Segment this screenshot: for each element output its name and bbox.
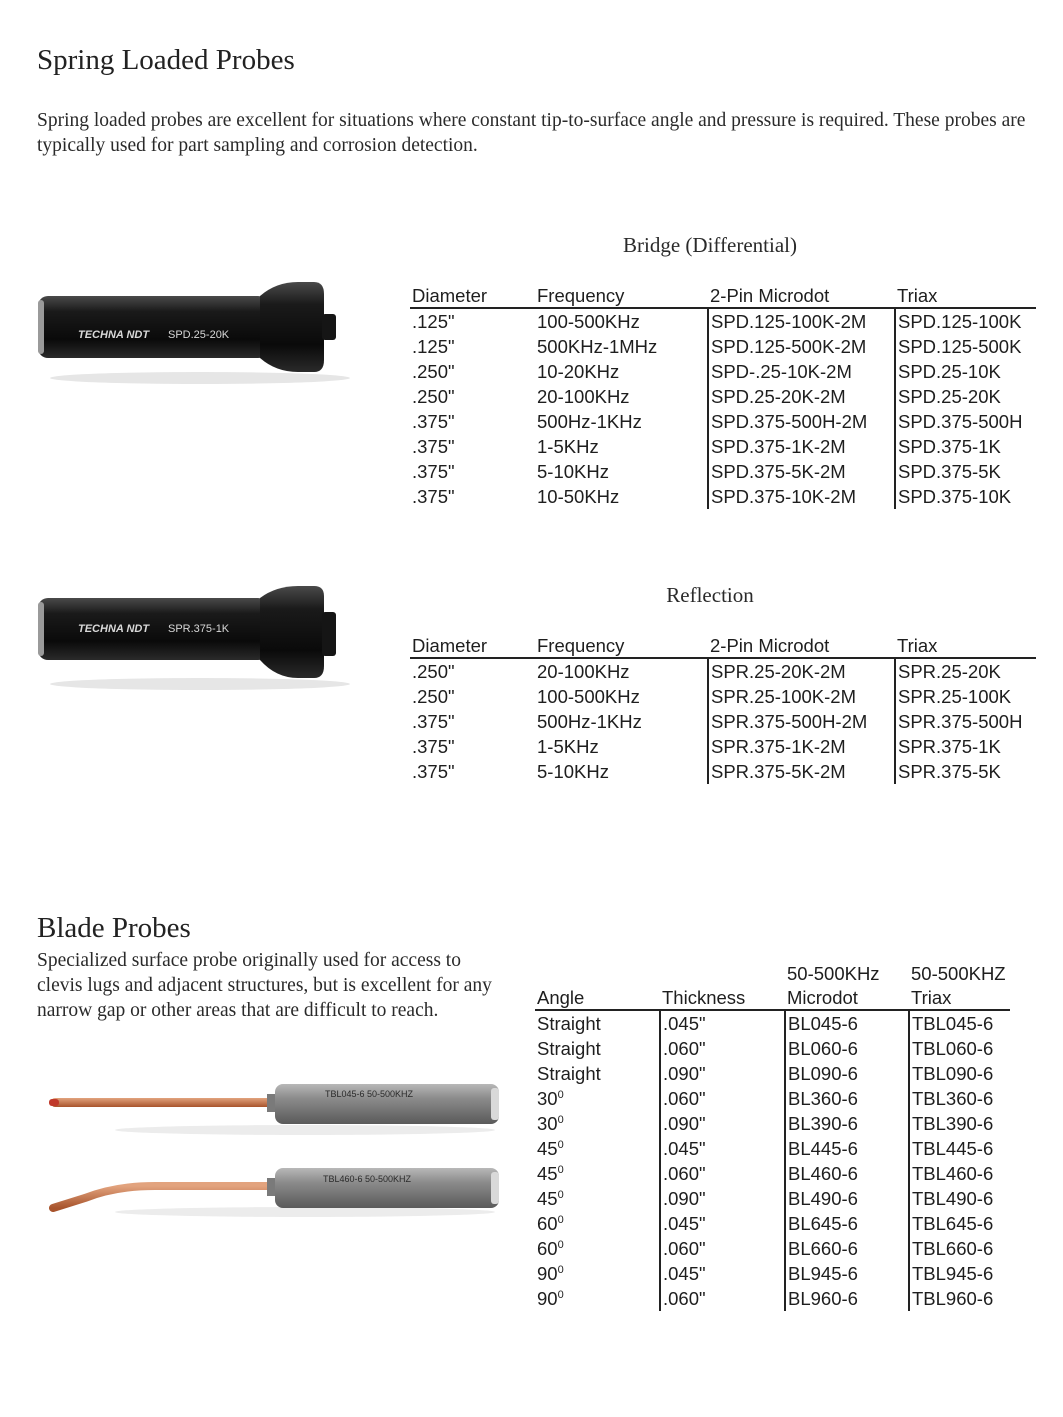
cell-triax: SPR.25-20K [895,658,1036,684]
degree-mark: 0 [557,1188,564,1201]
col-header-diameter: Diameter [410,284,535,308]
blade-rows [535,1010,1010,1311]
cell-frequency: 100-500KHz [537,311,640,332]
cell-diameter: .375" [412,411,455,432]
col-header-frequency: Frequency [535,634,708,658]
angle-value: 30 [537,1113,558,1134]
degree-mark: 0 [557,1263,564,1276]
blade-section-title: Blade Probes [37,912,191,944]
col-header-microdot: 2-Pin Microdot [708,634,895,658]
cell-frequency: 500Hz-1KHz [537,411,642,432]
cell-triax: SPD.375-1K [895,434,1036,459]
table-row [535,1161,1010,1186]
col-header-top-microdot: 50-500KHz [787,963,880,984]
angle-value: 90 [537,1263,558,1284]
cell-diameter: .125" [412,336,455,357]
cell-microdot: BL090-6 [785,1061,909,1086]
table-row [410,658,1036,684]
cell-triax: SPD.125-500K [895,334,1036,359]
cell-thickness: .090" [660,1111,785,1136]
cell-microdot: SPR.375-500H-2M [708,709,895,734]
table-row [535,1236,1010,1261]
bridge-rows [410,308,1036,509]
table-header-row [410,284,1036,308]
table-row [535,1211,1010,1236]
degree-mark: 0 [557,1238,564,1251]
spd-probe-model: SPD.25-20K [168,329,230,341]
cell-microdot: SPD-.25-10K-2M [708,359,895,384]
cell-triax: SPR.375-5K [895,759,1036,784]
cell-diameter: .125" [412,311,455,332]
angle-value: Straight [537,1038,601,1059]
cell-angle [535,1036,660,1061]
cell-frequency: 5-10KHz [537,761,609,782]
cell-thickness: .045" [660,1261,785,1286]
cell-diameter: .375" [412,461,455,482]
cell-microdot: SPD.125-100K-2M [708,308,895,334]
cell-angle [535,1111,660,1136]
col-header-frequency: Frequency [535,284,708,308]
blade-description: Specialized surface probe originally used for access to clevis lugs and adjacent structures, but is excellent for any narrow gap or other areas that are difficult to reach. [37,950,492,1021]
cell-frequency: 10-20KHz [537,361,620,382]
cell-angle [535,1211,660,1236]
cell-diameter: .375" [412,436,455,457]
cell-microdot: BL460-6 [785,1161,909,1186]
spr-probe-model: SPR.375-1K [168,623,230,635]
cell-microdot: SPD.375-10K-2M [708,484,895,509]
cell-angle [535,1186,660,1211]
col-header-top-thickness [660,961,785,986]
cell-triax: TBL360-6 [909,1086,1010,1111]
cell-frequency: 10-50KHz [537,486,620,507]
cell-angle [535,1236,660,1261]
spr-probe-brand: TECHNA NDT [78,623,150,635]
cell-microdot: SPD.125-500K-2M [708,334,895,359]
table-row [410,308,1036,334]
cell-microdot: BL445-6 [785,1136,909,1161]
cell-triax: SPR.25-100K [895,684,1036,709]
table-row [410,759,1036,784]
cell-triax: SPD.375-500H [895,409,1036,434]
cell-diameter: .250" [412,386,455,407]
spring-description: Spring loaded probes are excellent for situations where constant tip-to-surface angle and pressure is required. These probes are typically used for part sampling and corrosion detection. [37,110,1026,156]
reflection-rows [410,658,1036,784]
cell-frequency: 100-500KHz [537,686,640,707]
cell-thickness: .090" [660,1186,785,1211]
cell-microdot: SPD.375-500H-2M [708,409,895,434]
table-header-row [535,986,1010,1010]
col-header-triax: Triax [895,634,1036,658]
table-row [410,384,1036,409]
cell-frequency: 20-100KHz [537,386,630,407]
col-header-microdot: 2-Pin Microdot [708,284,895,308]
bridge-table-title: Bridge (Differential) [623,233,797,257]
cell-microdot: BL390-6 [785,1111,909,1136]
cell-triax: SPR.375-1K [895,734,1036,759]
cell-microdot: SPR.25-100K-2M [708,684,895,709]
cell-microdot: BL060-6 [785,1036,909,1061]
col-header-thickness: Thickness [660,986,785,1010]
table-row [410,459,1036,484]
spring-section-title: Spring Loaded Probes [37,44,295,76]
blade-table [535,961,1010,1311]
cell-diameter: .250" [412,661,455,682]
angle-value: 45 [537,1188,558,1209]
table-row [410,709,1036,734]
table-row [535,1010,1010,1036]
cell-microdot: BL945-6 [785,1261,909,1286]
col-header-angle: Angle [535,986,660,1010]
cell-angle [535,1010,660,1036]
reflection-table-title: Reflection [666,583,754,607]
cell-frequency: 500KHz-1MHz [537,336,658,357]
cell-diameter: .375" [412,736,455,757]
col-header-top-triax: 50-500KHZ [911,963,1006,984]
cell-triax: TBL960-6 [909,1286,1010,1311]
cell-microdot: SPR.25-20K-2M [708,658,895,684]
angle-value: Straight [537,1063,601,1084]
cell-thickness: .060" [660,1286,785,1311]
table-row [410,484,1036,509]
degree-mark: 0 [557,1088,564,1101]
table-row [535,1111,1010,1136]
degree-mark: 0 [557,1138,564,1151]
table-row [410,359,1036,384]
cell-frequency: 500Hz-1KHz [537,711,642,732]
bridge-table [410,284,1036,509]
cell-microdot: BL645-6 [785,1211,909,1236]
spd-probe-image [30,278,350,388]
cell-thickness: .045" [660,1136,785,1161]
angle-value: 90 [537,1288,558,1309]
col-header-microdot: Microdot [785,986,909,1010]
cell-thickness: .060" [660,1086,785,1111]
table-row [535,1136,1010,1161]
angle-value: 45 [537,1138,558,1159]
cell-triax: TBL945-6 [909,1261,1010,1286]
cell-thickness: .060" [660,1236,785,1261]
cell-frequency: 1-5KHz [537,436,599,457]
cell-diameter: .250" [412,361,455,382]
cell-microdot: BL960-6 [785,1286,909,1311]
cell-thickness: .060" [660,1161,785,1186]
table-row [535,1036,1010,1061]
cell-triax: TBL660-6 [909,1236,1010,1261]
reflection-table [410,634,1036,784]
cell-angle [535,1061,660,1086]
cell-triax: TBL060-6 [909,1036,1010,1061]
degree-mark: 0 [557,1288,564,1301]
cell-triax: TBL090-6 [909,1061,1010,1086]
table-row [410,434,1036,459]
cell-triax: TBL445-6 [909,1136,1010,1161]
cell-triax: SPD.375-10K [895,484,1036,509]
degree-mark: 0 [557,1113,564,1126]
cell-triax: SPD.25-20K [895,384,1036,409]
table-row [410,734,1036,759]
degree-mark: 0 [557,1213,564,1226]
cell-diameter: .375" [412,761,455,782]
angle-value: 60 [537,1238,558,1259]
table-row [535,1186,1010,1211]
cell-microdot: BL045-6 [785,1010,909,1036]
cell-triax: TBL490-6 [909,1186,1010,1211]
cell-frequency: 1-5KHz [537,736,599,757]
angle-value: 45 [537,1163,558,1184]
cell-triax: SPD.125-100K [895,308,1036,334]
table-row [410,334,1036,359]
cell-microdot: SPR.375-5K-2M [708,759,895,784]
cell-microdot: BL490-6 [785,1186,909,1211]
table-header-row [410,634,1036,658]
cell-triax: TBL390-6 [909,1111,1010,1136]
col-header-triax: Triax [909,986,1010,1010]
table-row [535,1086,1010,1111]
cell-triax: SPR.375-500H [895,709,1036,734]
cell-frequency: 5-10KHz [537,461,609,482]
cell-triax: TBL460-6 [909,1161,1010,1186]
cell-triax: SPD.25-10K [895,359,1036,384]
cell-angle [535,1261,660,1286]
table-row [410,409,1036,434]
cell-angle [535,1086,660,1111]
table-row [410,684,1036,709]
cell-microdot: BL660-6 [785,1236,909,1261]
cell-diameter: .250" [412,686,455,707]
table-row [535,1261,1010,1286]
cell-frequency: 20-100KHz [537,661,630,682]
spd-probe-brand: TECHNA NDT [78,329,150,341]
angle-value: Straight [537,1013,601,1034]
cell-microdot: SPD.375-1K-2M [708,434,895,459]
angle-value: 30 [537,1088,558,1109]
cell-triax: TBL645-6 [909,1211,1010,1236]
cell-diameter: .375" [412,486,455,507]
cell-diameter: .375" [412,711,455,732]
cell-triax: SPD.375-5K [895,459,1036,484]
blade-probes-image [45,1076,505,1226]
col-header-triax: Triax [895,284,1036,308]
cell-angle [535,1286,660,1311]
table-row [535,1061,1010,1086]
cell-microdot: SPD.25-20K-2M [708,384,895,409]
cell-microdot: BL360-6 [785,1086,909,1111]
degree-mark: 0 [557,1163,564,1176]
cell-thickness: .090" [660,1061,785,1086]
cell-microdot: SPD.375-5K-2M [708,459,895,484]
cell-triax: TBL045-6 [909,1010,1010,1036]
cell-angle [535,1136,660,1161]
col-header-top-angle [535,961,660,986]
cell-thickness: .045" [660,1010,785,1036]
table-row [535,1286,1010,1311]
cell-thickness: .045" [660,1211,785,1236]
angle-value: 60 [537,1213,558,1234]
table-header-top-row [535,961,1010,986]
cell-thickness: .060" [660,1036,785,1061]
spr-probe-image [30,584,350,694]
cell-angle [535,1161,660,1186]
blade-probe2-label: TBL460-6 50-500KHZ [323,1174,412,1184]
col-header-diameter: Diameter [410,634,535,658]
cell-microdot: SPR.375-1K-2M [708,734,895,759]
blade-probe1-label: TBL045-6 50-500KHZ [325,1089,414,1099]
